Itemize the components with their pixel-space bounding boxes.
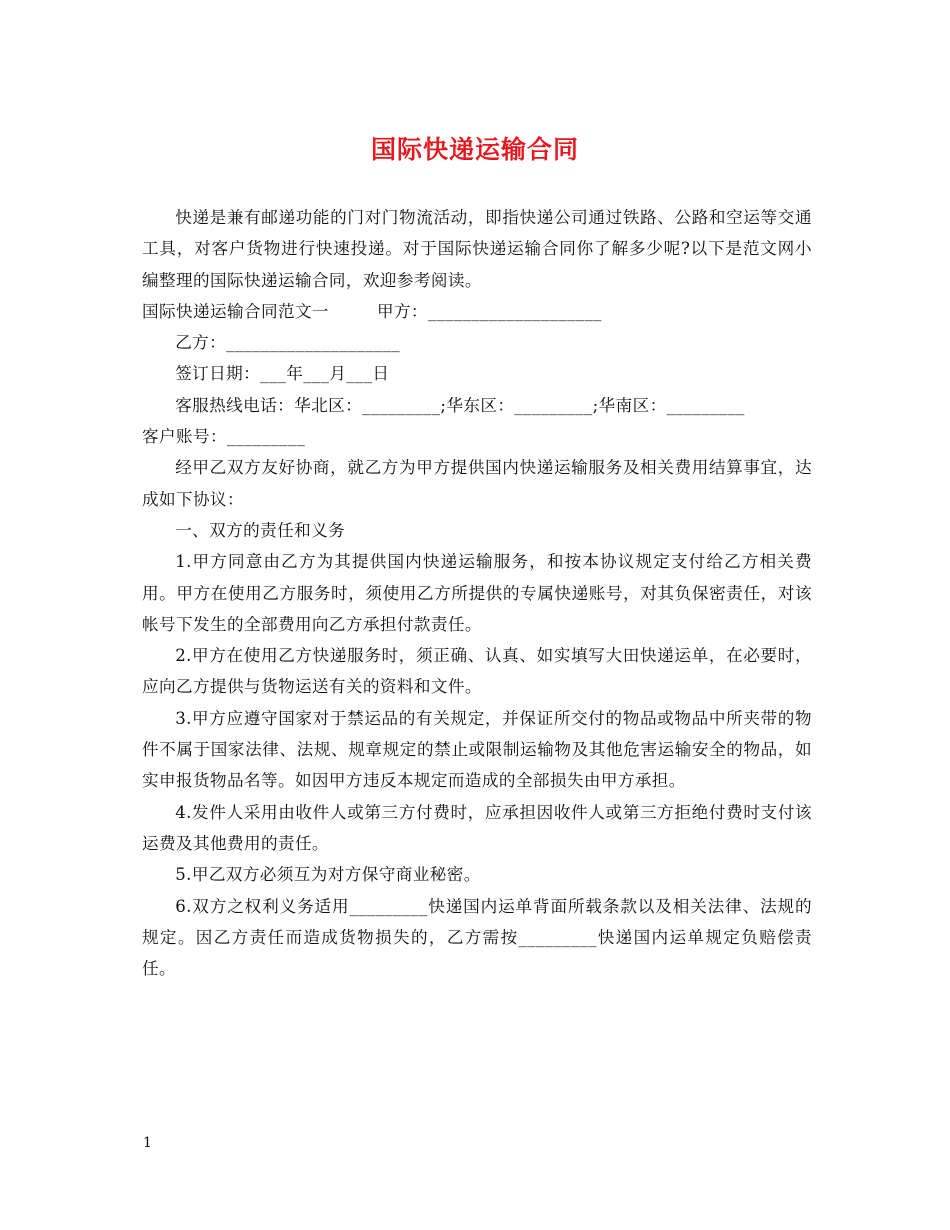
clause-5: 5.甲乙双方必须互为对方保守商业秘密。 bbox=[175, 865, 481, 885]
document-title: 国际快递运输合同 bbox=[370, 135, 579, 164]
party-a-line: 甲方：____________________ bbox=[376, 301, 602, 321]
hotline-line: 客服热线电话：华北区：_________;华东区：_________;华南区：_________ bbox=[175, 395, 745, 415]
page-number: 1 bbox=[143, 1135, 152, 1151]
clause-6: 6.双方之权利义务适用_________快递国内运单背面所载条款以及相关法律、法规的规定。因乙方责任而造成货物损失的，乙方需按_________快递国内运单规定负赔偿责任。 bbox=[142, 896, 812, 979]
party-b-line: 乙方：____________________ bbox=[175, 333, 401, 353]
clause-4: 4.发件人采用由收件人或第三方付费时，应承担因收件人或第三方拒绝付费时支付该运费及其他费用的责任。 bbox=[142, 802, 812, 853]
clause-1: 1.甲方同意由乙方为其提供国内快递运输服务，和按本协议规定支付给乙方相关费用。甲方在使用乙方服务时，须使用乙方所提供的专属快递账号，对其负保密责任，对该帐号下发生的全部费用向乙方承担付款责任。 bbox=[142, 552, 812, 634]
intro-paragraph: 快递是兼有邮递功能的门对门物流活动，即指快递公司通过铁路、公路和空运等交通工具，对客户货物进行快速投递。对于国际快递运输合同你了解多少呢?以下是范文网小编整理的国际快递运输合同，欢迎参考阅读。 bbox=[142, 208, 812, 290]
clause-3: 3.甲方应遵守国家对于禁运品的有关规定，并保证所交付的物品或物品中所夹带的物件不属于国家法律、法规、规章规定的禁止或限制运输物及其他危害运输安全的物品，如实申报货物品名等。如因甲方违反本规定而造成的全部损失由甲方承担。 bbox=[142, 708, 812, 791]
clause-2: 2.甲方在使用乙方快递服务时，须正确、认真、如实填写大田快递运单，在必要时，应向乙方提供与货物运送有关的资料和文件。 bbox=[142, 646, 812, 697]
document-body bbox=[142, 202, 812, 984]
sample-heading: 国际快递运输合同范文一 bbox=[142, 301, 329, 321]
section-heading: 一、双方的责任和义务 bbox=[175, 520, 346, 540]
account-line: 客户账号：_________ bbox=[142, 427, 306, 447]
sample-heading-line bbox=[142, 296, 812, 327]
agreement-paragraph: 经甲乙双方友好协商，就乙方为甲方提供国内快递运输服务及相关费用结算事宜，达成如下协议： bbox=[142, 458, 812, 509]
sign-date-line: 签订日期：___年___月___日 bbox=[175, 364, 390, 384]
